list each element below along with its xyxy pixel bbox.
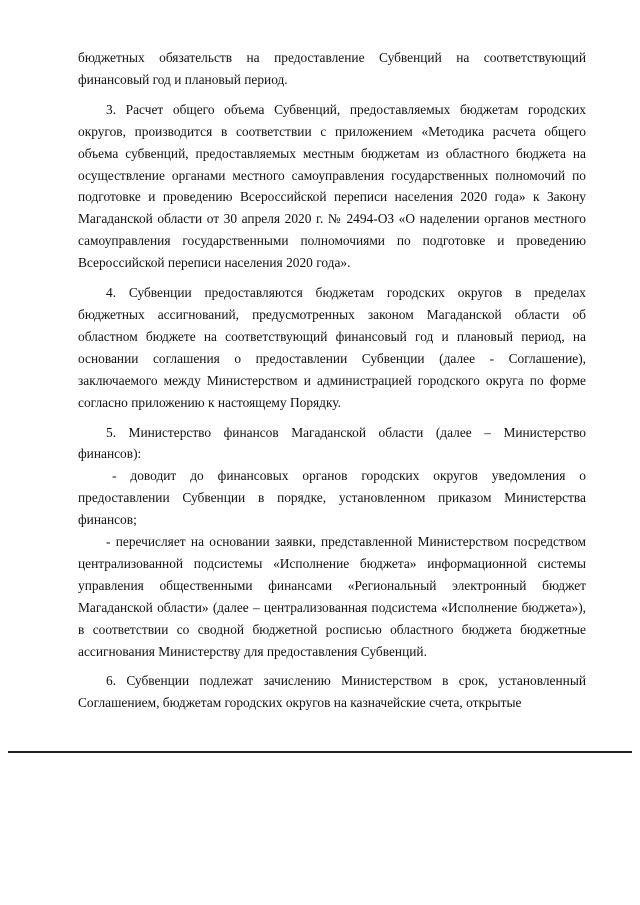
paragraph-item-4: 4. Субвенции предоставляются бюджетам городских округов в пределах бюджетных ассигнований, предусмотренных законом Магаданской области об областном бюджете на соответствующий финансовый год и плановый период, на основании соглашения о предоставлении Субвенции (далее - Соглашение), заключаемого между Министерством и администрацией городского округа по форме согласно приложению к настоящему Порядку. xyxy=(78,285,586,410)
paragraph-item-5-dash-1: - доводит до финансовых органов городских округов уведомления о предоставлении Субвенции в порядке, установленном приказом Министерства финансов; xyxy=(78,468,586,528)
paragraph-gap xyxy=(78,274,586,282)
paragraph-item-5: 5. Министерство финансов Магаданской области (далее – Министерство финансов): xyxy=(78,424,586,462)
document-body xyxy=(78,47,586,714)
paragraph-item-3: 3. Расчет общего объема Субвенций, предоставляемых бюджетам городских округов, производится в соответствии с приложением «Методика расчета общего объема субвенций, предоставляемых местным бюджетам из областного бюджета на осуществление органами местного самоуправления государственных полномочий по подготовке и проведению Всероссийской переписи населения 2020 года» к Закону Магаданской области от 30 апреля 2020 г. № 2494-ОЗ «О наделении органов местного самоуправления государственными полномочиями по подготовке и проведению Всероссийской переписи населения 2020 года». xyxy=(78,101,586,271)
paragraph-gap xyxy=(78,662,586,670)
paragraph-gap xyxy=(78,414,586,422)
paragraph-item-5-dash-2: - перечисляет на основании заявки, представленной Министерством посредством централизованной подсистемы «Исполнение бюджета» информационной системы управления общественными финансами «Региональный электронный бюджет Магаданской области» (далее – централизованная подсистема «Исполнение бюджета»), в соответствии со сводной бюджетной росписью областного бюджета бюджетные ассигнования Министерству для предоставления Субвенций. xyxy=(78,534,586,659)
paragraph-gap xyxy=(78,91,586,99)
paragraph-item-6: 6. Субвенции подлежат зачислению Министерством в срок, установленный Соглашением, бюджетам городских округов на казначейские счета, открытые xyxy=(78,673,586,711)
paragraph-continuation: бюджетных обязательств на предоставление Субвенций на соответствующий финансовый год и плановый период. xyxy=(78,50,586,87)
page-bottom-rule xyxy=(8,751,632,753)
